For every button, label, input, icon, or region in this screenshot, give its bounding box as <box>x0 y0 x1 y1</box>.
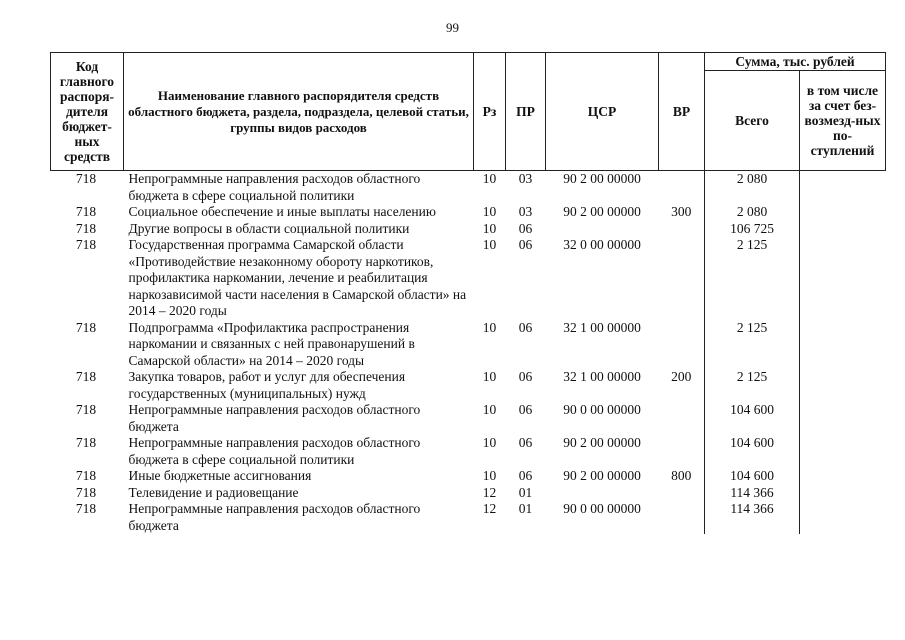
cell-vr: 800 <box>671 468 692 483</box>
cell-grants <box>800 221 886 238</box>
table-row <box>51 320 886 370</box>
table-row <box>51 171 886 205</box>
cell-grants <box>800 237 886 320</box>
cell-rz: 10 <box>482 468 497 483</box>
header-sum: Сумма, тыс. рублей <box>705 53 886 71</box>
cell-pr: 01 <box>518 484 533 500</box>
header-code: Код главного распоря-дителя бюджет-ных средств <box>51 53 124 171</box>
cell-name: Телевидение и радиовещание <box>128 484 299 500</box>
cell-rz: 10 <box>482 171 497 186</box>
cell-grants <box>800 501 886 534</box>
cell-rz: 10 <box>482 435 497 450</box>
cell-grants <box>800 320 886 370</box>
cell-vr <box>659 237 705 320</box>
cell-csr: 32 1 00 00000 <box>563 369 641 384</box>
budget-table <box>50 52 886 534</box>
header-csr: ЦСР <box>546 53 659 171</box>
cell-name: Закупка товаров, работ и услуг для обеспечения государственных (муниципальных) нужд <box>128 369 406 401</box>
cell-csr: 32 1 00 00000 <box>563 319 641 335</box>
cell-total: 114 366 <box>705 501 800 534</box>
cell-csr: 90 2 00 00000 <box>563 171 641 186</box>
cell-total: 114 366 <box>705 485 800 502</box>
table-row <box>51 501 886 534</box>
table-row <box>51 435 886 468</box>
cell-vr <box>659 485 705 502</box>
cell-grants <box>800 485 886 502</box>
cell-grants <box>800 435 886 468</box>
cell-pr: 06 <box>518 369 533 384</box>
table-row <box>51 237 886 320</box>
table-body <box>51 171 886 535</box>
cell-code: 718 <box>75 171 97 186</box>
cell-vr <box>659 402 705 435</box>
header-pr: ПР <box>506 53 546 171</box>
cell-rz: 10 <box>482 220 497 236</box>
table-header <box>51 53 886 171</box>
cell-total: 2 125 <box>705 237 800 320</box>
table-row <box>51 204 886 221</box>
cell-vr: 300 <box>671 204 692 219</box>
cell-code: 718 <box>75 220 97 236</box>
cell-code: 718 <box>75 369 97 384</box>
cell-name: Подпрограмма «Профилактика распространения наркомании и связанных с ней правонарушений в Самарской области» на 2014 – 2020 годы <box>128 319 415 368</box>
cell-csr <box>546 221 659 238</box>
cell-name: Другие вопросы в области социальной политики <box>128 220 410 236</box>
cell-grants <box>800 468 886 485</box>
cell-code: 718 <box>75 501 97 516</box>
cell-rz: 10 <box>482 402 497 417</box>
header-grants: в том числе за счет без-возмезд-ных по-ступлений <box>800 71 886 171</box>
cell-rz: 12 <box>482 501 497 516</box>
cell-csr: 90 2 00 00000 <box>563 204 641 219</box>
cell-code: 718 <box>75 204 97 219</box>
cell-total: 106 725 <box>705 221 800 238</box>
cell-name: Непрограммные направления расходов областного бюджета <box>128 501 421 533</box>
cell-vr <box>659 221 705 238</box>
cell-name: Непрограммные направления расходов областного бюджета <box>128 402 421 434</box>
header-vr: ВР <box>659 53 705 171</box>
cell-name: Непрограммные направления расходов областного бюджета в сфере социальной политики <box>128 171 421 203</box>
cell-rz: 10 <box>482 319 497 335</box>
table-row <box>51 221 886 238</box>
cell-csr: 90 2 00 00000 <box>563 435 641 450</box>
page-number: 99 <box>446 20 459 35</box>
cell-total: 2 080 <box>705 204 800 221</box>
header-rz: Рз <box>474 53 506 171</box>
header-name: Наименование главного распорядителя средств областного бюджета, раздела, подраздела, целевой статьи, группы видов расходов <box>124 53 474 171</box>
cell-code: 718 <box>75 484 97 500</box>
cell-pr: 06 <box>518 319 533 335</box>
table-row <box>51 369 886 402</box>
cell-pr: 03 <box>518 204 533 219</box>
cell-code: 718 <box>75 402 97 417</box>
cell-pr: 03 <box>518 171 533 186</box>
cell-code: 718 <box>75 237 97 252</box>
cell-name: Государственная программа Самарской области «Противодействие незаконному обороту наркотиков, профилактика наркомании, лечение и реабилитация наркозависимой части населения в Самарской области» на 2014 – 2020 годы <box>128 237 467 318</box>
cell-pr: 06 <box>518 468 533 483</box>
cell-code: 718 <box>75 435 97 450</box>
cell-pr: 06 <box>518 435 533 450</box>
cell-code: 718 <box>75 319 97 335</box>
table-row <box>51 468 886 485</box>
cell-vr <box>659 320 705 370</box>
cell-total: 104 600 <box>705 435 800 468</box>
cell-pr: 01 <box>518 501 533 516</box>
cell-rz: 12 <box>482 484 497 500</box>
cell-rz: 10 <box>482 204 497 219</box>
table-row <box>51 402 886 435</box>
cell-rz: 10 <box>482 369 497 384</box>
cell-vr: 200 <box>671 369 692 384</box>
cell-code: 718 <box>75 468 97 483</box>
cell-csr <box>546 485 659 502</box>
cell-vr <box>659 435 705 468</box>
cell-pr: 06 <box>518 220 533 236</box>
table-row <box>51 485 886 502</box>
cell-total: 2 125 <box>705 320 800 370</box>
cell-name: Иные бюджетные ассигнования <box>128 468 312 483</box>
cell-total: 104 600 <box>705 468 800 485</box>
cell-csr: 90 0 00 00000 <box>563 402 641 417</box>
cell-grants <box>800 171 886 205</box>
cell-grants <box>800 402 886 435</box>
cell-csr: 90 2 00 00000 <box>563 468 641 483</box>
cell-csr: 90 0 00 00000 <box>563 501 641 516</box>
cell-pr: 06 <box>518 237 533 252</box>
header-total: Всего <box>705 71 800 171</box>
cell-vr <box>659 501 705 534</box>
cell-grants <box>800 369 886 402</box>
cell-csr: 32 0 00 00000 <box>563 237 641 252</box>
cell-name: Непрограммные направления расходов областного бюджета в сфере социальной политики <box>128 435 421 467</box>
cell-rz: 10 <box>482 237 497 252</box>
cell-total: 2 080 <box>705 171 800 205</box>
cell-total: 2 125 <box>705 369 800 402</box>
cell-total: 104 600 <box>705 402 800 435</box>
cell-grants <box>800 204 886 221</box>
cell-name: Социальное обеспечение и иные выплаты населению <box>128 204 436 219</box>
cell-pr: 06 <box>518 402 533 417</box>
cell-vr <box>659 171 705 205</box>
